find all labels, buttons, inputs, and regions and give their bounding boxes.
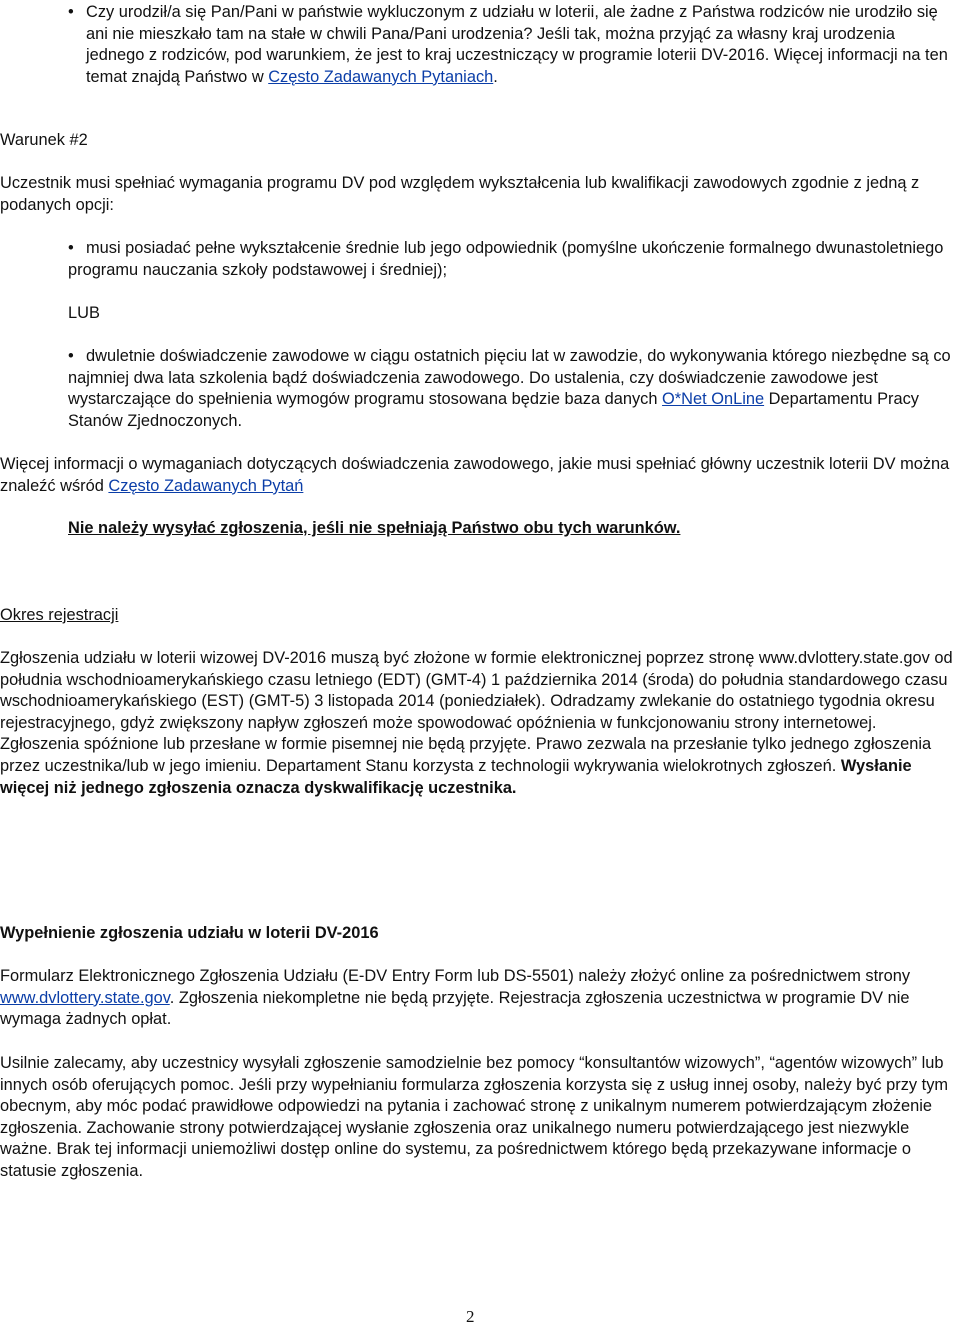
bullet-marker: • [68,347,74,365]
intro-bullet-paragraph [86,2,956,88]
wypelnienie-heading: Wypełnienie zgłoszenia udziału w loterii DV-2016 [0,924,379,942]
warunek2-intro: Uczestnik musi spełniać wymagania programu DV pod względem wykształcenia lub kwalifikacji zawodowych zgodnie z jedną z podanych opcji: [0,174,920,214]
bullet-marker: • [68,3,74,21]
page-number: 2 [466,1307,475,1326]
okres-text: Zgłoszenia udziału w loterii wizowej DV-2016 muszą być złożone w formie elektronicznej poprzez stronę www.dvlottery.state.gov od południa wschodnioamerykańskiego czasu letniego (EDT) (GMT-4) 1 października 2014 (środa) do południa standardowego czasu wschodnioamerykańskiego (EST) (GMT-5) 3 listopada 2014 (poniedziałek). Odradzamy zwlekanie do ostatniego tygodnia okresu rejestracyjnego, gdyż zwiększony napływ zgłoszeń może spowodować opóźnienia w funkcjonowaniu strony internetowej. Zgłoszenia spóźnione lub przesłane w formie pisemnej nie będą przyjęte. Prawo zezwala na przesłanie tylko jednego zgłoszenia przez uczestnika/lub w jego imieniu. Departament Stanu korzysta z technologii wykrywania wielokrotnych zgłoszeń. [0,649,953,775]
warunek2-more-info [0,454,958,497]
intro-bullet-tail: . [493,67,498,86]
warning-notice: Nie należy wysyłać zgłoszenia, jeśli nie spełniają Państwo obu tych warunków. [68,519,681,537]
onet-online-link[interactable]: O*Net OnLine [662,390,765,409]
okres-heading: Okres rejestracji [0,606,119,624]
okres-bold-warning: Wysłanie więcej niż jednego zgłoszenia oznacza dyskwalifikację uczestnika. [0,756,912,797]
para1-tail: . Zgłoszenia niekompletne nie będą przyjęte. Rejestracja zgłoszenia uczestnictwa w programie DV nie wymaga żadnych opłat. [0,988,910,1029]
option2-tail: Departamentu Pracy Stanów Zjednoczonych. [68,390,919,430]
option2-text: dwuletnie doświadczenie zawodowe w ciągu ostatnich pięciu lat w zawodzie, do wykonywania którego niezbędne są co najmniej dwa lata szkolenia bądź doświadczenia zawodowego. Do ustalenia, czy doświadczenie zawodowe jest wystarczające do spełnienia wymogów programu stosowana będzie baza danych [68,347,951,409]
faq-link-2[interactable]: Często Zadawanych Pytań [108,476,304,495]
okres-paragraph [0,648,958,799]
dvlottery-link[interactable]: www.dvlottery.state.gov [0,988,170,1007]
more-info-text: Więcej informacji o wymaganiach dotyczących doświadczenia zawodowego, jakie musi spełniać główny uczestnik loterii DV można znaleźć wśród [0,455,950,495]
para1-text: Formularz Elektronicznego Zgłoszenia Udziału (E-DV Entry Form lub DS-5501) należy złożyć online za pośrednictwem strony [0,967,911,985]
faq-link-1[interactable]: Często Zadawanych Pytaniach [268,67,494,86]
wypelnienie-para2: Usilnie zalecamy, aby uczestnicy wysyłali zgłoszenie samodzielnie bez pomocy “konsultantów wizowych”, “agentów wizowych” lub innych osób oferujących pomoc. Jeśli przy wypełnianiu formularza zgłoszenia korzysta się z usług innej osoby, należy być przy tym obecnym, aby móc podać prawidłowe odpowiedzi na pytania i zachować stronę z unikalnym numerem potwierdzającym złożenie zgłoszenia. Zachowanie strony potwierdzającej wysłanie zgłoszenia oraz unikalnego numeru potwierdzającego jest niezwykle ważne. Brak tej informacji uniemożliwi dostęp online do systemu, za pośrednictwem którego będą przekazywane informacje o statusie zgłoszenia. [0,1054,949,1180]
warunek2-heading: Warunek #2 [0,131,88,149]
intro-bullet-text: Czy urodził/a się Pan/Pani w państwie wykluczonym z udziału w loterii, ale żadne z Państwa rodziców nie urodziło się ani nie mieszkało tam na stałe w chwili Pana/Pani urodzenia? Jeśli tak, można przyjąć za własny kraj urodzenia jednego z rodziców, pod warunkiem, że jest to kraj uczestniczący w programie loterii DV-2016. Więcej informacji na ten temat znajdą Państwo w [86,3,948,86]
bullet-marker: • [68,239,74,257]
or-label: LUB [68,304,100,322]
warunek2-option1: musi posiadać pełne wykształcenie średnie lub jego odpowiednik (pomyślne ukończenie formalnego dwunastoletniego programu nauczania szkoły podstawowej i średniej); [68,239,944,279]
warunek2-option2 [68,346,956,432]
wypelnienie-para1 [0,966,958,1031]
